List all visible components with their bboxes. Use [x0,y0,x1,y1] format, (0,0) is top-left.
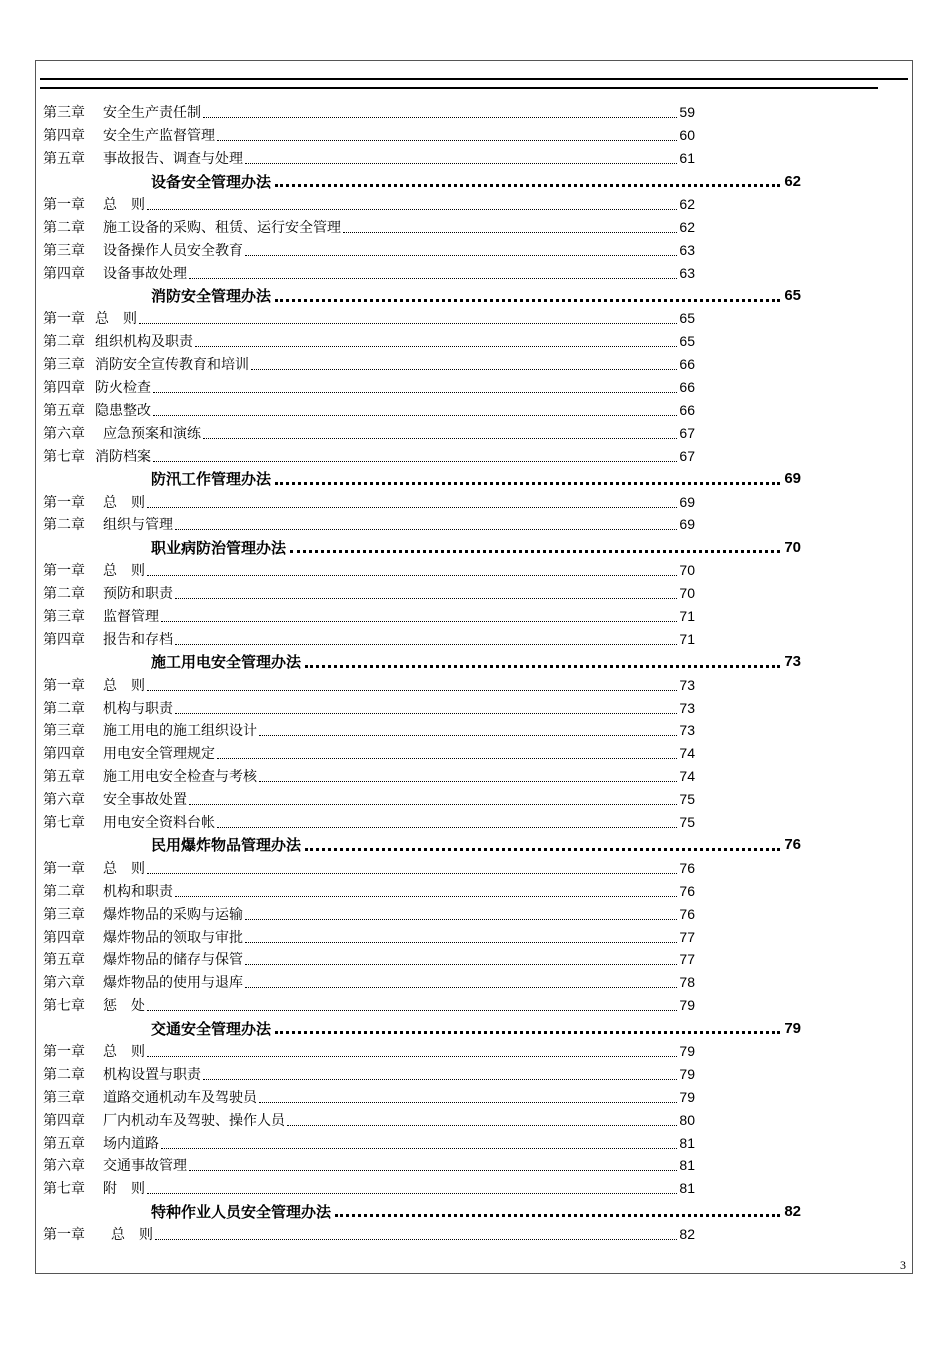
chapter-number: 第三章 [43,1089,85,1106]
chapter-number: 第五章 [43,403,85,420]
dot-leader [275,481,780,485]
toc-chapter-entry[interactable] [43,902,695,925]
dot-leader [147,1192,677,1194]
chapter-number: 第三章 [43,723,85,740]
toc-chapter-entry[interactable] [43,605,695,628]
chapter-number: 第三章 [43,105,85,122]
dot-leader [275,298,780,302]
dot-leader [259,734,677,736]
chapter-number: 第三章 [43,242,85,259]
dot-leader [245,941,677,943]
page-ref: 76 [679,905,695,922]
page-ref: 62 [784,172,801,190]
chapter-number: 第七章 [43,448,85,465]
toc-chapter-entry[interactable] [43,376,695,399]
page-ref: 66 [679,356,695,373]
chapter-number: 第二章 [43,1066,85,1083]
chapter-title: 设备操作人员安全教育 [103,242,243,259]
toc-chapter-entry[interactable] [43,971,695,994]
chapter-title: 防火检查 [95,380,151,397]
chapter-number: 第一章 [43,563,85,580]
chapter-title: 总 则 [103,563,145,580]
chapter-title: 机构和职责 [103,883,173,900]
page-ref: 81 [679,1134,695,1151]
toc-chapter-entry[interactable] [43,1131,695,1154]
page-ref: 77 [679,951,695,968]
chapter-number: 第六章 [43,975,85,992]
page-ref: 70 [679,585,695,602]
page-ref: 79 [679,1042,695,1059]
chapter-title: 安全生产责任制 [103,105,201,122]
chapter-number: 第一章 [43,311,85,328]
chapter-number: 第四章 [43,929,85,946]
chapter-number: 第二章 [43,700,85,717]
toc-chapter-entry[interactable] [43,1177,695,1200]
dot-leader [275,183,780,187]
chapter-number: 第一章 [43,860,85,877]
page-ref: 66 [679,379,695,396]
section-title: 消防安全管理办法 [151,287,272,306]
dot-leader [155,1238,677,1240]
toc-chapter-entry[interactable] [43,421,695,444]
page-ref: 76 [679,882,695,899]
chapter-title: 事故报告、调查与处理 [103,151,243,168]
dot-leader [335,1213,780,1217]
page-ref: 82 [784,1202,801,1220]
chapter-title: 应急预案和演练 [103,425,201,442]
toc-section-entry[interactable] [43,1200,801,1223]
dot-leader [217,139,677,141]
toc-chapter-entry[interactable] [43,193,695,216]
dot-leader [147,506,677,508]
page-ref: 75 [679,791,695,808]
chapter-title: 消防档案 [95,448,151,465]
table-of-contents [43,101,803,1246]
toc-section-entry[interactable] [43,834,801,857]
toc-chapter-entry[interactable] [43,559,695,582]
section-title: 职业病防治管理办法 [151,538,287,557]
chapter-number: 第三章 [43,906,85,923]
dot-leader [147,872,677,874]
toc-chapter-entry[interactable] [43,444,695,467]
dot-leader [175,643,677,645]
toc-chapter-entry[interactable] [43,1108,695,1131]
toc-chapter-entry[interactable] [43,147,695,170]
toc-chapter-entry[interactable] [43,994,695,1017]
page-ref: 81 [679,1157,695,1174]
dot-leader [189,277,677,279]
chapter-title: 消防安全宣传教育和培训 [95,357,249,374]
dot-leader [147,1055,677,1057]
dot-leader [245,986,677,988]
page-ref: 69 [679,516,695,533]
toc-section-entry[interactable] [43,284,801,307]
toc-chapter-entry[interactable] [43,765,695,788]
chapter-number: 第四章 [43,1112,85,1129]
dot-leader [175,712,677,714]
chapter-number: 第四章 [43,631,85,648]
dot-leader [147,689,677,691]
toc-chapter-entry[interactable] [43,101,695,124]
chapter-number: 第六章 [43,792,85,809]
toc-chapter-entry[interactable] [43,811,695,834]
page-ref: 80 [679,1111,695,1128]
page-ref: 69 [679,493,695,510]
page-ref: 60 [679,127,695,144]
dot-leader [147,574,677,576]
chapter-title: 总 则 [95,311,137,328]
dot-leader [245,918,677,920]
dot-leader [245,963,677,965]
page-ref: 67 [679,447,695,464]
dot-leader [245,162,677,164]
page-ref: 75 [679,814,695,831]
chapter-number: 第二章 [43,334,85,351]
page-ref: 67 [679,424,695,441]
dot-leader [153,391,677,393]
chapter-number: 第二章 [43,883,85,900]
chapter-number: 第七章 [43,1181,85,1198]
chapter-number: 第三章 [43,357,85,374]
chapter-title: 交通事故管理 [103,1158,187,1175]
dot-leader [290,549,780,553]
page-ref: 71 [679,608,695,625]
chapter-title: 施工设备的采购、租赁、运行安全管理 [103,219,341,236]
toc-section-entry[interactable] [43,536,801,559]
chapter-number: 第一章 [43,494,85,511]
page-ref: 71 [679,630,695,647]
chapter-title: 总 则 [103,1043,145,1060]
page-ref: 77 [679,928,695,945]
chapter-title: 总 则 [103,860,145,877]
toc-chapter-entry[interactable] [43,330,695,353]
chapter-number: 第一章 [43,197,85,213]
page-ref: 73 [679,676,695,693]
page-ref: 73 [679,699,695,716]
page-ref: 63 [679,241,695,258]
dot-leader [161,620,677,622]
dot-leader [259,780,677,782]
page-ref: 74 [679,745,695,762]
dot-leader [305,847,780,851]
page-ref: 79 [679,1065,695,1082]
page-ref: 59 [679,104,695,121]
dot-leader [189,1169,677,1171]
chapter-title: 组织机构及职责 [95,334,193,351]
dot-leader [195,345,677,347]
chapter-title: 设备事故处理 [103,265,187,282]
page-ref: 74 [679,768,695,785]
chapter-number: 第一章 [43,1043,85,1060]
section-title: 交通安全管理办法 [151,1019,272,1038]
dot-leader [203,437,677,439]
page-ref: 82 [679,1226,695,1243]
toc-chapter-entry[interactable] [43,1062,695,1085]
dot-leader [147,1009,677,1011]
toc-chapter-entry[interactable] [43,948,695,971]
chapter-title: 惩 处 [103,998,145,1015]
toc-chapter-entry[interactable] [43,856,695,879]
chapter-title: 总 则 [111,1227,153,1244]
dot-leader [251,368,677,370]
chapter-title: 用电安全管理规定 [103,746,215,763]
dot-leader [161,1147,677,1149]
chapter-title: 隐患整改 [95,403,151,420]
chapter-title: 爆炸物品的使用与退库 [103,975,243,992]
dot-leader [139,322,677,324]
page-number: 3 [900,1258,906,1272]
toc-chapter-entry[interactable] [43,307,695,330]
page-ref: 79 [679,1088,695,1105]
chapter-number: 第六章 [43,425,85,442]
dot-leader [259,1101,677,1103]
chapter-title: 场内道路 [103,1135,159,1152]
toc-chapter-entry[interactable] [43,742,695,765]
toc-chapter-entry[interactable] [43,879,695,902]
toc-chapter-entry[interactable] [43,788,695,811]
chapter-title: 总 则 [103,494,145,511]
chapter-title: 厂内机动车及驾驶、操作人员 [103,1112,285,1129]
section-title: 施工用电安全管理办法 [151,653,302,672]
page-ref: 79 [679,997,695,1014]
chapter-title: 附 则 [103,1181,145,1198]
chapter-number: 第四章 [43,265,85,282]
chapter-number: 第五章 [43,769,85,786]
toc-chapter-entry[interactable] [43,238,695,261]
header-rule-secondary [40,87,878,89]
toc-chapter-entry[interactable] [43,490,695,513]
page-ref: 65 [679,310,695,327]
chapter-number: 第二章 [43,219,85,236]
section-title: 民用爆炸物品管理办法 [151,836,302,855]
chapter-title: 道路交通机动车及驾驶员 [103,1089,257,1106]
dot-leader [305,664,780,668]
toc-section-entry[interactable] [43,467,801,490]
chapter-title: 总 则 [103,677,145,694]
toc-chapter-entry[interactable] [43,582,695,605]
dot-leader [203,116,677,118]
dot-leader [203,1078,677,1080]
toc-chapter-entry[interactable] [43,719,695,742]
page-ref: 66 [679,402,695,419]
chapter-title: 施工用电的施工组织设计 [103,723,257,740]
page-ref: 73 [679,722,695,739]
chapter-title: 安全事故处置 [103,792,187,809]
section-title: 特种作业人员安全管理办法 [151,1202,332,1221]
chapter-title: 爆炸物品的储存与保管 [103,952,243,969]
dot-leader [287,1124,677,1126]
section-title: 防汛工作管理办法 [151,470,272,489]
chapter-number: 第四章 [43,128,85,145]
toc-chapter-entry[interactable] [43,215,695,238]
chapter-title: 安全生产监督管理 [103,128,215,145]
chapter-number: 第四章 [43,746,85,763]
chapter-title: 报告和存档 [103,631,173,648]
page-ref: 81 [679,1180,695,1197]
toc-chapter-entry[interactable] [43,696,695,719]
chapter-title: 总 则 [103,197,145,213]
chapter-title: 爆炸物品的领取与审批 [103,929,243,946]
page-ref: 76 [679,859,695,876]
chapter-number: 第一章 [43,1227,85,1244]
page-ref: 62 [679,218,695,235]
dot-leader [175,528,677,530]
chapter-number: 第二章 [43,586,85,603]
chapter-number: 第七章 [43,815,85,832]
page-ref: 76 [784,836,801,854]
chapter-number: 第七章 [43,998,85,1015]
page-ref: 61 [679,150,695,167]
toc-chapter-entry[interactable] [43,925,695,948]
dot-leader [175,895,677,897]
dot-leader [217,826,677,828]
chapter-number: 第五章 [43,1135,85,1152]
toc-section-entry[interactable] [43,1017,801,1040]
toc-chapter-entry[interactable] [43,1223,695,1246]
chapter-number: 第四章 [43,380,85,397]
toc-chapter-entry[interactable] [43,1154,695,1177]
chapter-title: 机构设置与职责 [103,1066,201,1083]
chapter-title: 监督管理 [103,609,159,626]
dot-leader [275,1030,780,1034]
page-ref: 79 [784,1019,801,1037]
chapter-title: 用电安全资料台帐 [103,815,215,832]
page-ref: 65 [784,287,801,305]
chapter-title: 机构与职责 [103,700,173,717]
page-ref: 69 [784,470,801,488]
toc-chapter-entry[interactable] [43,627,695,650]
toc-chapter-entry[interactable] [43,261,695,284]
chapter-number: 第三章 [43,609,85,626]
page-ref: 65 [679,333,695,350]
page-ref: 78 [679,974,695,991]
dot-leader [343,231,677,233]
page-ref: 62 [679,196,695,212]
chapter-number: 第五章 [43,151,85,168]
toc-chapter-entry[interactable] [43,1085,695,1108]
toc-section-entry[interactable] [43,650,801,673]
toc-chapter-entry[interactable] [43,399,695,422]
toc-chapter-entry[interactable] [43,1040,695,1063]
toc-section-entry[interactable] [43,170,801,193]
chapter-number: 第五章 [43,952,85,969]
dot-leader [153,460,677,462]
chapter-number: 第六章 [43,1158,85,1175]
chapter-title: 组织与管理 [103,517,173,534]
chapter-number: 第二章 [43,517,85,534]
toc-chapter-entry[interactable] [43,513,695,536]
page-ref: 70 [784,538,801,556]
chapter-title: 施工用电安全检查与考核 [103,769,257,786]
toc-chapter-entry[interactable] [43,353,695,376]
dot-leader [217,757,677,759]
dot-leader [189,803,677,805]
page-ref: 73 [784,653,801,671]
header-rule [40,78,908,80]
page-ref: 63 [679,264,695,281]
chapter-title: 爆炸物品的采购与运输 [103,906,243,923]
dot-leader [245,254,677,256]
toc-chapter-entry[interactable] [43,673,695,696]
toc-chapter-entry[interactable] [43,124,695,147]
dot-leader [175,597,677,599]
section-title: 设备安全管理办法 [151,172,272,191]
page-ref: 70 [679,562,695,579]
dot-leader [153,414,677,416]
dot-leader [147,208,677,210]
chapter-title: 预防和职责 [103,586,173,603]
chapter-number: 第一章 [43,677,85,694]
